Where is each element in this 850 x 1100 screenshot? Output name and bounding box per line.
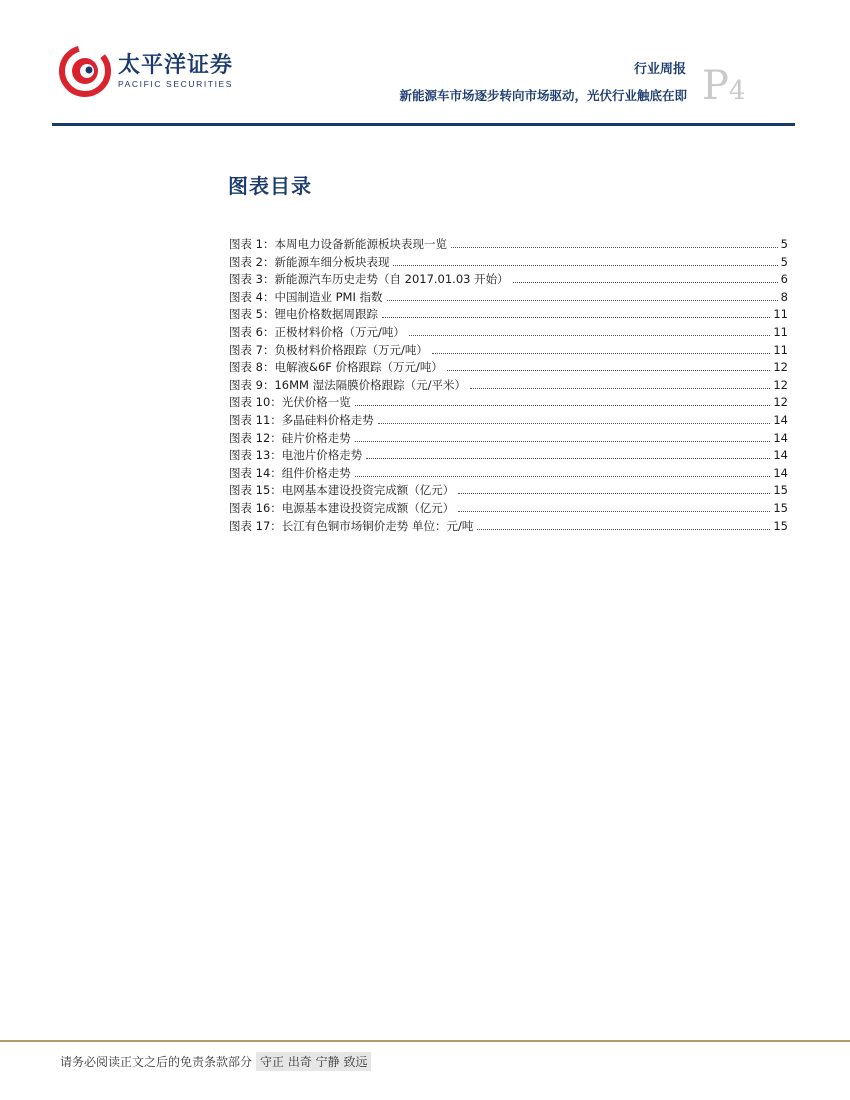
toc-entry[interactable]: [229, 482, 788, 500]
toc-entry-page: 15: [773, 483, 788, 498]
dot-leader: [432, 353, 771, 354]
toc-entry-page: 5: [780, 237, 788, 251]
toc-entry-page: 15: [773, 500, 788, 515]
toc-entry-label: 图表 5：锂电价格数据周跟踪: [229, 307, 378, 322]
toc-entry-label: 图表 7：负极材料价格跟踪（万元/吨）: [229, 342, 428, 357]
toc-entry-label: 图表 17：长江有色铜市场铜价走势 单位：元/吨: [229, 518, 474, 533]
dot-leader: [458, 493, 770, 494]
toc-entry[interactable]: [229, 306, 788, 324]
toc-entry-page: 14: [773, 430, 788, 445]
dot-leader: [447, 370, 770, 371]
toc-entry-label: 图表 15：电网基本建设投资完成额（亿元）: [229, 483, 455, 498]
toc-entry-page: 14: [773, 412, 788, 427]
toc-entry-label: 图表 14：组件价格走势: [229, 465, 351, 480]
toc-entry[interactable]: [229, 518, 788, 536]
dot-leader: [355, 441, 771, 442]
table-of-figures: [229, 236, 788, 535]
toc-entry[interactable]: [229, 236, 788, 254]
toc-entry-page: 8: [780, 289, 788, 304]
toc-entry-page: 5: [780, 254, 788, 269]
toc-entry[interactable]: [229, 465, 788, 483]
toc-entry-page: 12: [773, 360, 788, 375]
toc-title: 图表目录: [228, 174, 312, 198]
toc-entry[interactable]: [229, 447, 788, 465]
toc-entry-label: 图表 2：新能源车细分板块表现: [229, 254, 390, 269]
toc-entry-page: 12: [773, 395, 788, 410]
toc-entry[interactable]: [229, 254, 788, 272]
toc-entry-label: 图表 6：正极材料价格（万元/吨）: [229, 324, 405, 339]
toc-entry[interactable]: [229, 377, 788, 395]
logo-chinese-name: 太平洋证券: [118, 53, 234, 78]
toc-entry[interactable]: [229, 394, 788, 412]
dot-leader: [387, 300, 778, 301]
toc-entry-page: 11: [773, 324, 788, 339]
toc-entry-label: 图表 9：16MM 湿法隔膜价格跟踪（元/平米）: [229, 377, 466, 392]
dot-leader: [458, 511, 770, 512]
dot-leader: [382, 317, 770, 318]
dot-leader: [378, 423, 771, 424]
page-letter: P: [702, 63, 729, 109]
toc-entry-page: 14: [773, 448, 788, 463]
toc-entry-page: 6: [780, 272, 788, 287]
toc-entry-label: 图表 10：光伏价格一览: [229, 395, 351, 410]
logo-english-name: PACIFIC SECURITIES: [118, 79, 234, 89]
toc-entry[interactable]: [229, 430, 788, 448]
dot-leader: [366, 458, 770, 459]
toc-entry-label: 图表 13：电池片价格走势: [229, 448, 363, 463]
report-type: 行业周报: [633, 62, 686, 77]
dot-leader: [513, 282, 778, 283]
toc-entry[interactable]: [229, 500, 788, 518]
company-logo: [58, 42, 278, 102]
dot-leader: [393, 265, 777, 266]
toc-entry-label: 图表 16：电源基本建设投资完成额（亿元）: [229, 500, 455, 515]
toc-entry-page: 11: [773, 342, 788, 357]
pacific-securities-logo-icon: [58, 42, 114, 98]
dot-leader: [477, 529, 770, 530]
dot-leader: [409, 335, 771, 336]
toc-entry[interactable]: [229, 289, 788, 307]
company-motto: 守正 出奇 宁静 致远: [256, 1052, 371, 1071]
toc-entry-label: 图表 3：新能源汽车历史走势（自 2017.01.03 开始）: [229, 272, 509, 287]
footer: [60, 1052, 371, 1071]
toc-entry[interactable]: [229, 342, 788, 360]
page-number: [702, 63, 746, 109]
toc-entry[interactable]: [229, 412, 788, 430]
toc-entry[interactable]: [229, 359, 788, 377]
page-digit: 4: [728, 76, 746, 106]
dot-leader: [355, 476, 771, 477]
toc-entry-label: 图表 11：多晶硅料价格走势: [229, 412, 374, 427]
report-title: 新能源车市场逐步转向市场驱动，光伏行业触底在即: [399, 88, 687, 103]
footer-divider: [0, 1040, 850, 1042]
toc-entry-page: 15: [773, 518, 788, 533]
toc-entry[interactable]: [229, 324, 788, 342]
header-divider: [52, 123, 795, 126]
toc-entry-label: 图表 8：电解液&6F 价格跟踪（万元/吨）: [229, 360, 443, 375]
toc-entry-label: 图表 1：本周电力设备新能源板块表现一览: [229, 237, 447, 251]
toc-entry[interactable]: [229, 271, 788, 289]
toc-entry-label: 图表 4：中国制造业 PMI 指数: [229, 289, 383, 304]
toc-entry-label: 图表 12：硅片价格走势: [229, 430, 351, 445]
toc-entry-page: 14: [773, 465, 788, 480]
dot-leader: [470, 388, 770, 389]
dot-leader: [355, 405, 771, 406]
toc-entry-page: 11: [773, 307, 788, 322]
dot-leader: [451, 247, 778, 248]
toc-entry-page: 12: [773, 377, 788, 392]
disclaimer-text: 请务必阅读正文之后的免责条款部分: [60, 1055, 253, 1069]
